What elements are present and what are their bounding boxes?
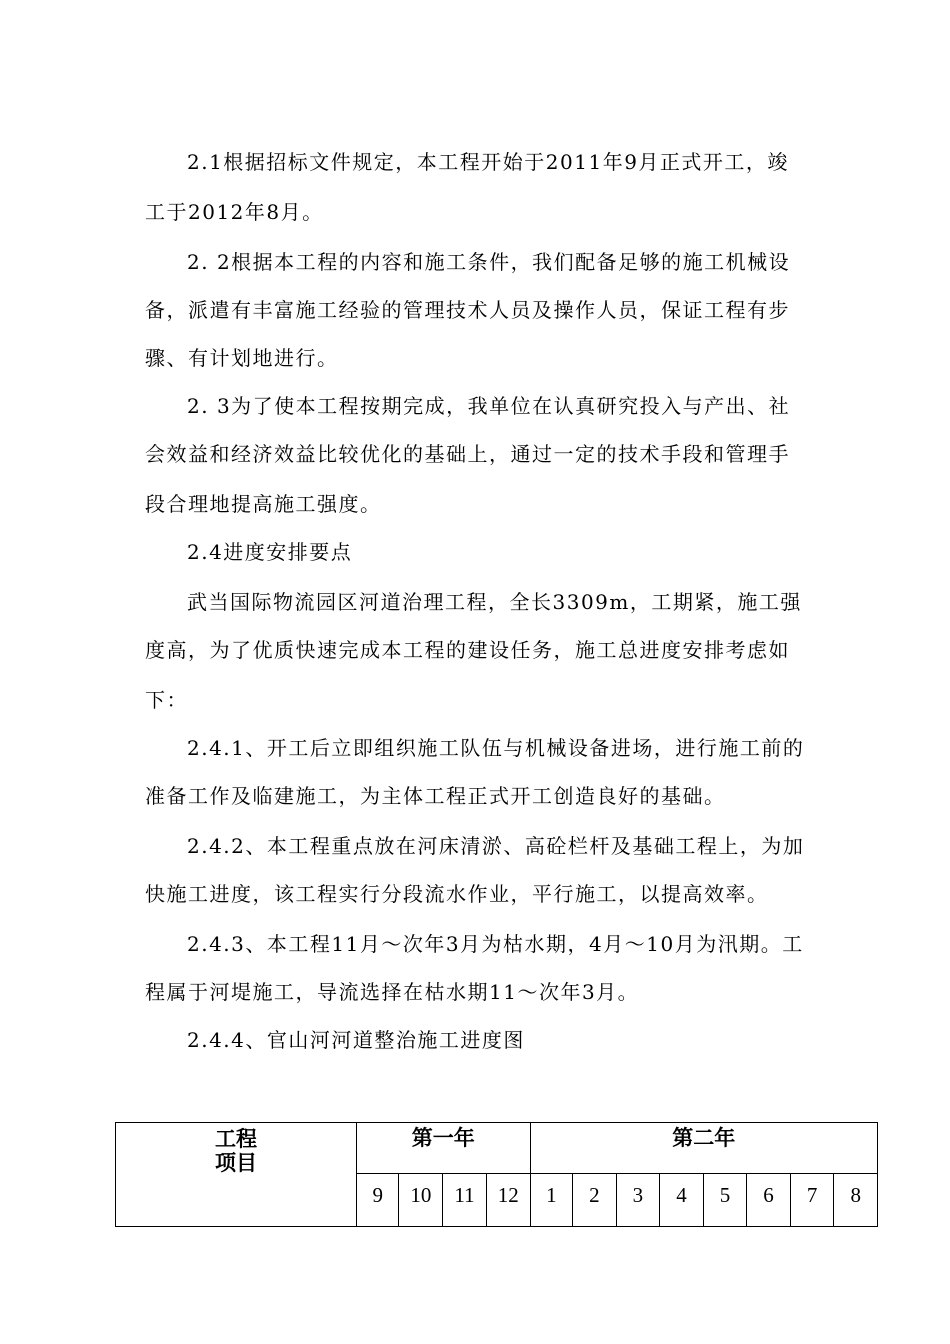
- paragraph-line: 2.4.3、本工程11月～次年3月为枯水期，4月～10月为汛期。工: [187, 932, 804, 956]
- month-cell: 5: [703, 1174, 747, 1227]
- paragraph-line: 武当国际物流园区河道治理工程，全长3309m，工期紧，施工强: [187, 590, 802, 614]
- month-cell: 7: [790, 1174, 834, 1227]
- month-cell: 6: [747, 1174, 791, 1227]
- year2-header-cell: 第二年: [530, 1123, 877, 1174]
- paragraph-line: 2. 3为了使本工程按期完成，我单位在认真研究投入与产出、社: [187, 394, 791, 418]
- paragraph-line: 2. 2根据本工程的内容和施工条件，我们配备足够的施工机械设: [187, 250, 791, 274]
- paragraph-line: 快施工进度，该工程实行分段流水作业，平行施工，以提高效率。: [145, 882, 769, 906]
- paragraph-line: 工于2012年8月。: [145, 200, 324, 224]
- paragraph-line: 骤、有计划地进行。: [145, 346, 339, 370]
- project-header-cell: [116, 1123, 357, 1227]
- paragraph-line: 程属于河堤施工，导流选择在枯水期11～次年3月。: [145, 980, 640, 1004]
- paragraph-line: 2.4.2、本工程重点放在河床清淤、高砼栏杆及基础工程上，为加: [187, 834, 805, 858]
- paragraph-line: 2.4.1、开工后立即组织施工队伍与机械设备进场，进行施工前的: [187, 736, 805, 760]
- paragraph-line: 度高，为了优质快速完成本工程的建设任务，施工总进度安排考虑如: [145, 638, 790, 662]
- project-header-line2: 项目: [214, 1151, 257, 1175]
- month-cell: 4: [660, 1174, 704, 1227]
- year1-header-cell: 第一年: [356, 1123, 530, 1174]
- paragraph-line: 会效益和经济效益比较优化的基础上，通过一定的技术手段和管理手: [145, 442, 790, 466]
- construction-schedule-table: [115, 1122, 878, 1227]
- month-cell: 1: [530, 1174, 573, 1227]
- paragraph-line: 2.4.4、官山河河道整治施工进度图: [187, 1028, 525, 1052]
- paragraph-line: 准备工作及临建施工，为主体工程正式开工创造良好的基础。: [145, 784, 726, 808]
- paragraph-line: 段合理地提高施工强度。: [145, 492, 382, 516]
- month-cell: 10: [399, 1174, 443, 1227]
- paragraph-line: 2.4进度安排要点: [187, 540, 353, 564]
- month-cell: 11: [443, 1174, 487, 1227]
- month-cell: 9: [356, 1174, 399, 1227]
- project-header-line1: 工程: [214, 1127, 257, 1151]
- month-cell: 8: [834, 1174, 878, 1227]
- month-cell: 2: [573, 1174, 617, 1227]
- month-cell: 12: [486, 1174, 530, 1227]
- paragraph-line: 下：: [145, 688, 188, 712]
- month-cell: 3: [616, 1174, 660, 1227]
- table-header-row: [116, 1123, 878, 1174]
- paragraph-line: 2.1根据招标文件规定，本工程开始于2011年9月正式开工，竣: [187, 150, 789, 174]
- paragraph-line: 备，派遣有丰富施工经验的管理技术人员及操作人员，保证工程有步: [145, 298, 790, 322]
